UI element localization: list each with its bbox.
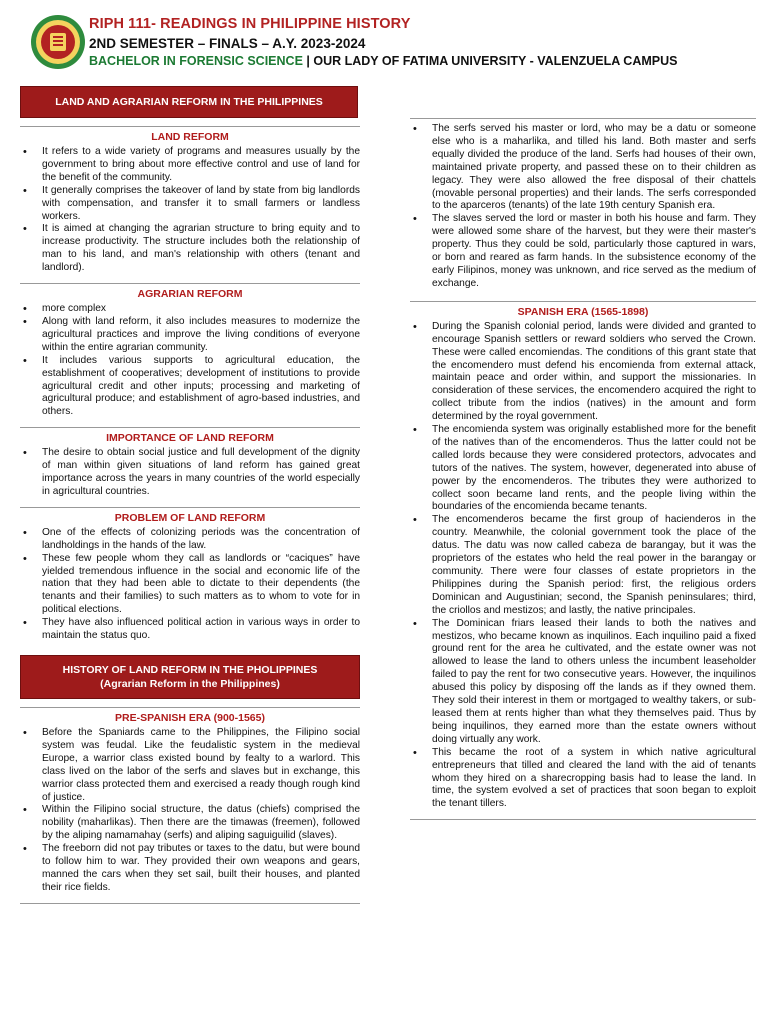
section-land-reform xyxy=(20,126,360,275)
list-item: • The Dominican friars leased their lands to both the natives and mestizos, who became known as inquilinos. Each inquilino paid a fixed ground rent for the area he cultivated, and the estate owner was not allowed to lease the land to others unless the incumbent leaseholder failed to pay the rent for two consecutive years. However, the inquilinos abused this policy by disposing off the lands as if they owned them. They sold their interest in them or mortgaged to wealthy takers, or sub-leased them at rents higher than what they themselves paid. Thus by being inquilinos, they earned more than the estate owners without doing virtually any work. xyxy=(432,618,756,747)
list-item: • The freeborn did not pay tributes or taxes to the datu, but were bound to follow him to war. They provided their own weapons and gears, manned the cars when they set sail, built their houses, and planted their rice fields. xyxy=(42,843,360,895)
section-spanish-era xyxy=(410,301,756,811)
section-pre-spanish xyxy=(20,707,360,895)
list-item: • This became the root of a system in which native agricultural entrepreneurs that tilled and cleared the land with the aid of tenants whom they hired on a sharecropping basis had to lease the land. In time, the system evolved a set of practices that soon began to exploit the tenant tillers. xyxy=(432,747,756,812)
section-banner-history xyxy=(20,655,360,699)
section-problem xyxy=(20,507,360,643)
semester-label: 2ND SEMESTER – FINALS – A.Y. 2023-2024 xyxy=(89,36,366,51)
university-seal-icon xyxy=(30,14,86,70)
list-item: • It refers to a wide variety of programs and measures usually by the government to bring about more effective control and use of land for the benefit of the community. xyxy=(42,146,360,185)
heading-problem: PROBLEM OF LAND REFORM xyxy=(114,511,266,524)
heading-pre-spanish: PRE-SPANISH ERA (900-1565) xyxy=(115,712,265,724)
heading-agrarian-reform: AGRARIAN REFORM xyxy=(137,288,243,301)
list-item: • The encomenderos became the first group of hacienderos in the country. Meanwhile, the colonial government took the place of the datus. The datu was now called cabeza de barangay, but it was the proprietors of the estates who held the real power in the barangay or community. There were four classes of estate proprietors in the Philippines during the Spanish period: first, the religious orders Dominican and Augustinian; second, the Spanish peninsulares; third, the criollos and mestizos; and lastly, the native principales. xyxy=(432,514,756,617)
school-name: | OUR LADY OF FATIMA UNIVERSITY - VALENZUELA CAMPUS xyxy=(302,54,678,68)
document-header xyxy=(0,0,768,78)
list-item: • The encomienda system was originally established more for the benefit of the natives than of the encomenderos. Thus the latter could not be called lords because they were considered protectors, advocates and tutors of the natives. The system, however, degenerated into abuse of power by the encomenderos. The tributes they were authorized to collect soon became land rents, and the people living within the boundaries of the encomienda became tenants. xyxy=(432,424,756,514)
divider xyxy=(20,903,360,904)
divider xyxy=(410,819,756,820)
program-line xyxy=(89,54,677,68)
right-column xyxy=(410,118,756,820)
list-item: • more complex xyxy=(42,303,360,316)
left-column xyxy=(20,86,360,904)
list-item: • It generally comprises the takeover of land by state from big landlords with compensation, and transfer it to small farmers or landless workers. xyxy=(42,185,360,224)
heading-land-reform: LAND REFORM xyxy=(151,131,229,143)
list-item: • Before the Spaniards came to the Philippines, the Filipino social system was feudal. Like the feudalistic system in the medieval Europe, a warrior class existed bound by fealty to a warlord. This class lived on the labor of the serfs and slaves but in exchange, this warrior class protected them and exercised a ready though rough kind of justice. xyxy=(42,727,360,804)
list-item: • The desire to obtain social justice and full development of the dignity of man within given situations of land reform has gained great importance across the years in many countries of the world especially in agricultural countries. xyxy=(42,447,360,499)
banner-line-2: (Agrarian Reform in the Philippines) xyxy=(100,678,280,690)
list-item: • Within the Filipino social structure, the datus (chiefs) comprised the nobility (maharlikas). Then there are the timawas (freemen), followed by the aliping namamahay (serfs) and aliping saguiguilid (slaves). xyxy=(42,804,360,843)
list-item: • It includes various supports to agricultural education, the establishment of cooperatives; development of institutions to provide agricultural credit and other inputs; processing and marketing of agricultural produce; and establishment of agro-based industries, and others. xyxy=(42,355,360,420)
program-name: BACHELOR IN FORENSIC SCIENCE xyxy=(89,54,303,68)
list-item: • During the Spanish colonial period, lands were divided and granted to encourage Spanish settlers or reward soldiers who served the Crown. These were called encomiendas. The conditions of this grant state that the encomendero must defend his encomienda from external attack, maintain peace and order within, and support the missionaries. In consideration of these services, the encomendero acquired the right to collect tribute from the indios (natives) in the amount and form determined by the royal government. xyxy=(432,321,756,424)
list-item: • They have also influenced political action in various ways in order to maintain the status quo. xyxy=(42,617,360,643)
list-item: • These few people whom they call as landlords or “caciques” have yielded tremendous influence in the social and economic life of the nation that they had been able to dictate to their dependents (the tenants and their families) to such matters as to whom to vote for in political elections. xyxy=(42,553,360,618)
section-importance xyxy=(20,427,360,499)
section-pre-spanish-continued xyxy=(410,118,756,291)
section-banner-land-agrarian: LAND AND AGRARIAN REFORM IN THE PHILIPPINES xyxy=(20,86,358,118)
course-title: RIPH 111- READINGS IN PHILIPPINE HISTORY xyxy=(89,16,411,32)
list-item: • Along with land reform, it also includes measures to modernize the agricultural practices and improve the living conditions of everyone within the entire agrarian community. xyxy=(42,316,360,355)
heading-importance: IMPORTANCE OF LAND REFORM xyxy=(106,432,274,445)
list-item: • It is aimed at changing the agrarian structure to bring equity and to increase productivity. The structure includes both the relationship of man to his land, and man's relationship with others (tenant and landlord). xyxy=(42,223,360,275)
banner-line-1: HISTORY OF LAND REFORM IN THE PHOLIPPINES xyxy=(62,664,318,676)
section-agrarian-reform xyxy=(20,283,360,419)
list-item: • The slaves served the lord or master in both his house and farm. They were allowed some share of the harvest, but they were their master's property. Thus they could be sold, particularly those captured in wars, or born and reared as farm hands. In the subsistence economy of the early Filipinos, money was unknown, and rice served as the medium of exchange. xyxy=(432,213,756,290)
heading-spanish-era: SPANISH ERA (1565-1898) xyxy=(517,305,649,318)
list-item: • One of the effects of colonizing periods was the concentration of landholdings in the hands of the law. xyxy=(42,527,360,553)
list-item: • The serfs served his master or lord, who may be a datu or someone else who is a maharlika, and tilled his land. Both master and serfs equally divided the produce of the land. Serfs had houses of their own, maintained private property, and passed these on to their children as legacy. They were also allowed the free disposal of their chattels (movable personal properties) and their lands. The serfs corresponded to the aparceros (tenants) of the late 19th century Spanish era. xyxy=(432,123,756,213)
